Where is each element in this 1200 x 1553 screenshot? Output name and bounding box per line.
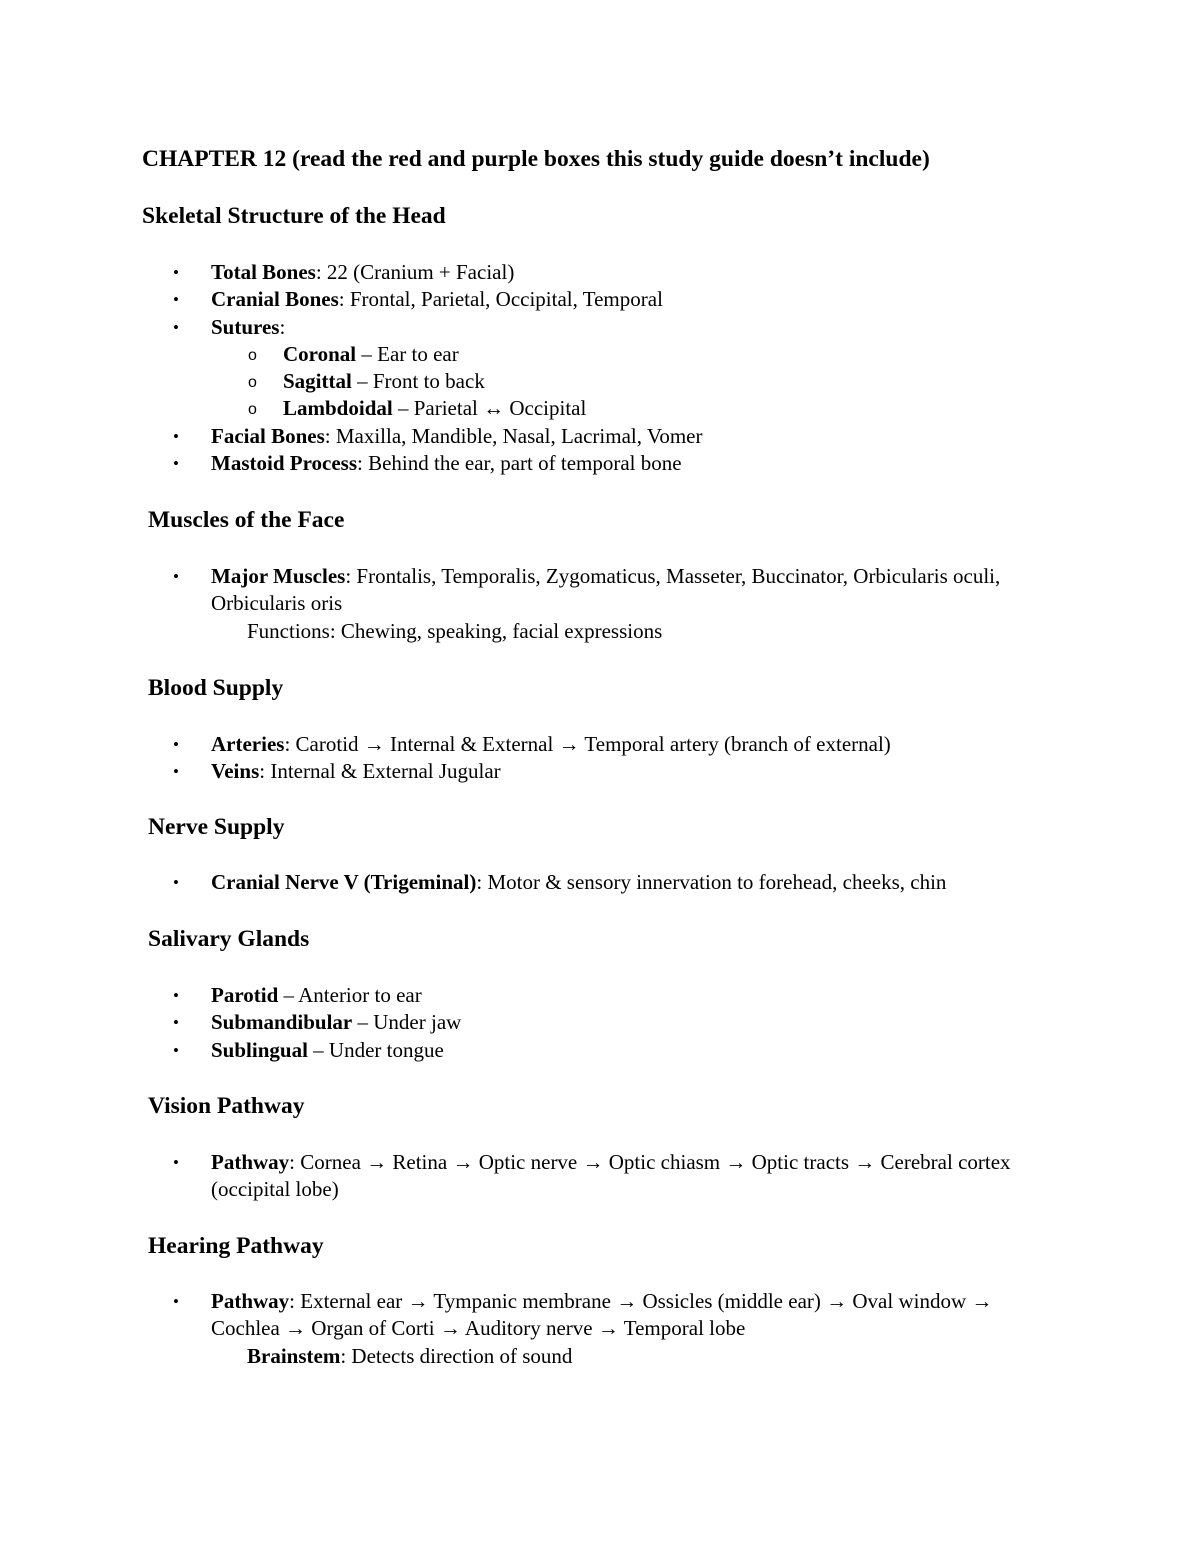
bullet-icon: •: [173, 567, 179, 586]
item-text: – Ear to ear: [356, 341, 459, 366]
item-text: : Frontalis, Temporalis, Zygomaticus, Masseter, Buccinator, Orbicularis oculi, Orbicularis oris: [211, 564, 1001, 616]
heading-muscles: Muscles of the Face: [148, 507, 345, 533]
list-item-total-bones: [0, 259, 1051, 286]
item-text: – Front to back: [351, 369, 485, 394]
page-title: CHAPTER 12 (read the red and purple boxes this study guide doesn’t include): [142, 146, 930, 172]
item-text: : External ear → Tympanic membrane → Ossicles (middle ear) → Oval window → Cochlea → Organ of Corti → Auditory nerve → Temporal lobe: [211, 1289, 993, 1341]
item-label: Total Bones: [211, 260, 316, 284]
bullet-icon: •: [173, 1292, 179, 1311]
heading-vision: Vision Pathway: [148, 1093, 305, 1119]
list-item-sutures: [0, 314, 1051, 341]
bullet-icon: •: [173, 986, 179, 1005]
bullet-icon: •: [173, 454, 179, 474]
item-text: : Internal & External Jugular: [259, 759, 501, 784]
item-label: Mastoid Process: [211, 451, 358, 476]
list-item-parotid: [0, 982, 1051, 1009]
sub-item-coronal: [0, 341, 1200, 368]
item-text: – Anterior to ear: [278, 983, 422, 1007]
heading-salivary: Salivary Glands: [148, 926, 310, 952]
sub-item-lambdoidal: [0, 395, 1200, 422]
heading-blood: Blood Supply: [148, 675, 284, 701]
list-item-cranial-bones: [0, 286, 1051, 313]
sub-bullet-icon: o: [248, 374, 257, 392]
list-item-vision-pathway: [0, 1149, 1051, 1204]
bullet-icon: •: [173, 317, 179, 337]
heading-hearing: Hearing Pathway: [148, 1233, 324, 1259]
item-text: : Cornea → Retina → Optic nerve → Optic chiasm → Optic tracts → Cerebral cortex (occipital lobe): [211, 1150, 1011, 1202]
sub-item-sagittal: [0, 368, 1200, 395]
heading-skeletal: Skeletal Structure of the Head: [142, 203, 446, 229]
list-item-cranial-nerve: [0, 869, 1051, 896]
item-label: Veins: [211, 759, 260, 784]
sub-bullet-icon: o: [248, 346, 257, 364]
item-label: Sublingual: [211, 1037, 308, 1062]
sub-bullet-icon: o: [248, 401, 257, 419]
list-item-submandibular: [0, 1009, 1051, 1036]
item-label: Coronal: [283, 341, 357, 366]
item-label: Sagittal: [283, 369, 352, 394]
bullet-icon: •: [173, 762, 179, 782]
item-label: Sutures: [211, 314, 280, 339]
bullet-icon: •: [173, 1040, 179, 1060]
list-item-sublingual: [0, 1037, 1051, 1064]
list-item-veins: [0, 758, 1051, 785]
item-text: – Under jaw: [352, 1010, 462, 1035]
functions-text: Functions: Chewing, speaking, facial expressions: [247, 618, 663, 643]
item-text: : Motor & sensory innervation to forehead, cheeks, chin: [476, 870, 947, 894]
item-label: Brainstem: [247, 1343, 341, 1368]
brainstem-text: [0, 1343, 1200, 1370]
list-item-major-muscles: [0, 563, 1051, 618]
item-label: Pathway: [211, 1289, 290, 1313]
list-muscles: [0, 563, 1200, 645]
item-label: Pathway: [211, 1150, 290, 1174]
item-label: Parotid: [211, 983, 279, 1007]
item-text: – Under tongue: [307, 1037, 444, 1062]
item-label: Major Muscles: [211, 564, 346, 588]
list-item-arteries: [0, 731, 1051, 758]
item-text: : Frontal, Parietal, Occipital, Temporal: [338, 287, 663, 312]
list-vision: [0, 1149, 1200, 1204]
list-skeletal: [0, 259, 1200, 477]
item-label: Arteries: [211, 732, 285, 756]
bullet-icon: •: [173, 426, 179, 446]
item-label: Cranial Nerve V (Trigeminal): [211, 870, 477, 894]
item-label: Submandibular: [211, 1010, 353, 1035]
item-text: : Maxilla, Mandible, Nasal, Lacrimal, Vomer: [324, 423, 703, 448]
item-text: : Carotid → Internal & External → Temporal artery (branch of external): [284, 732, 891, 756]
item-label: Facial Bones: [211, 423, 325, 448]
item-text: : 22 (Cranium + Facial): [315, 260, 515, 284]
list-nerve: [0, 869, 1200, 896]
heading-nerve: Nerve Supply: [148, 814, 285, 840]
list-item-hearing-pathway: [0, 1288, 1051, 1343]
bullet-icon: •: [173, 873, 179, 892]
item-text: : Behind the ear, part of temporal bone: [357, 451, 682, 476]
bullet-icon: •: [173, 1153, 179, 1172]
item-text: : Detects direction of sound: [340, 1343, 573, 1368]
list-salivary: [0, 982, 1200, 1064]
item-text: – Parietal ↔ Occipital: [392, 396, 587, 421]
item-text: :: [279, 314, 286, 339]
list-hearing: [0, 1288, 1200, 1370]
bullet-icon: •: [173, 735, 179, 754]
bullet-icon: •: [173, 1013, 179, 1033]
bullet-icon: •: [173, 263, 179, 282]
list-item-mastoid: [0, 450, 1051, 477]
item-label: Cranial Bones: [211, 287, 339, 312]
item-label: Lambdoidal: [283, 396, 393, 421]
bullet-icon: •: [173, 290, 179, 310]
list-blood: [0, 731, 1200, 786]
list-item-facial-bones: [0, 423, 1051, 450]
